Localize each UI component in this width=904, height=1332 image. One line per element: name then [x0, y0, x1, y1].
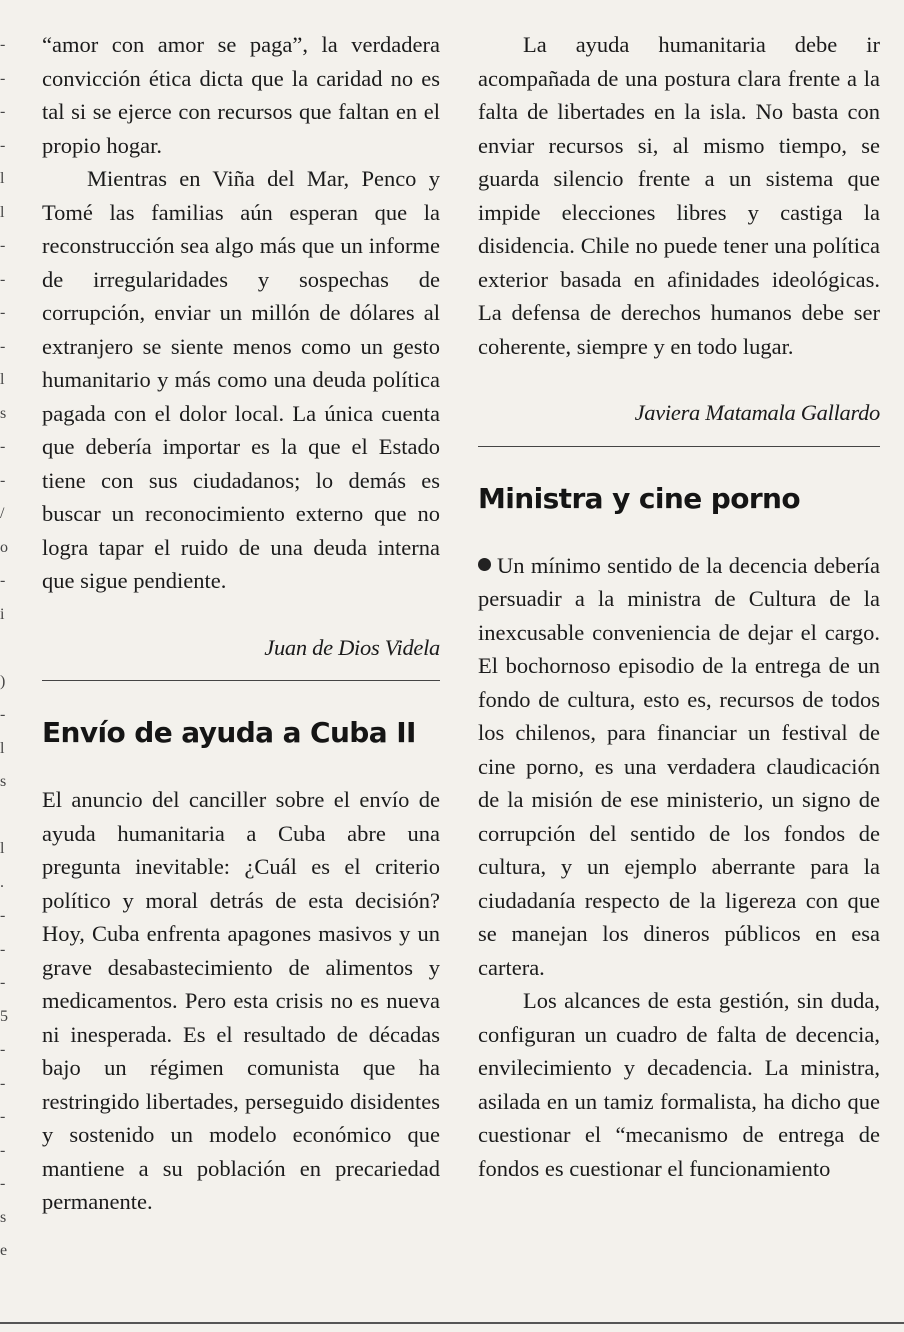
- gutter-mark: [0, 631, 14, 665]
- gutter-mark: e: [0, 1242, 8, 1259]
- gutter-mark: -: [0, 136, 6, 154]
- gutter-mark: l: [0, 739, 5, 757]
- gutter-mark: -: [0, 304, 6, 321]
- left-column: [42, 28, 440, 1219]
- letter-body-paragraph: [478, 549, 880, 985]
- gutter-mark: l: [0, 203, 5, 221]
- gutter-mark: .: [0, 873, 4, 891]
- headline-ministra-cine: Ministra y cine porno: [478, 481, 801, 515]
- page-bottom-rule: [0, 1322, 904, 1324]
- gutter-mark: -: [0, 103, 6, 120]
- gutter-marks: [0, 28, 14, 1268]
- letter-body-paragraph: Los alcances de esta gestión, sin duda, configuran un cuadro de falta de decencia, envilecimiento y decadencia. La ministra, asilada en un tamiz formalista, ha dicho que cuestionar el “mecanismo de entrega de fondos es cuestionar el funcionamiento: [478, 988, 880, 1181]
- gutter-mark: l: [0, 371, 5, 388]
- right-column: [478, 28, 880, 1185]
- gutter-mark: l: [0, 170, 5, 187]
- gutter-mark: s: [0, 773, 7, 790]
- gutter-mark: -: [0, 706, 6, 723]
- gutter-mark: [0, 799, 14, 833]
- gutter-mark: /: [0, 505, 5, 522]
- letter-body-paragraph: El anuncio del canciller sobre el envío de ayuda humanitaria a Cuba abre una pregunta inevitable: ¿Cuál es el criterio político y moral detrás de esta decisión? Hoy, Cuba enfrenta apagones masivos y un grave desabastecimiento de alimentos y medicamentos. Pero esta crisis no es nueva ni inesperada. Es el resultado de décadas bajo un régimen comunista que ha restringido libertades, perseguido disidentes y sostenido un modelo económico que mantiene a su población en precariedad permanente.: [42, 787, 440, 1214]
- gutter-mark: -: [0, 1041, 6, 1058]
- gutter-mark: -: [0, 907, 6, 924]
- gutter-mark: -: [0, 270, 6, 288]
- gutter-mark: -: [0, 974, 6, 991]
- letter-body-paragraph: Mientras en Viña del Mar, Penco y Tomé las familias aún esperan que la reconstrucción sea algo más que un informe de irregularidades y sospechas de corrupción, enviar un millón de dólares al extranjero se siente menos como un gesto humanitario y más como una deuda política pagada con el dolor local. La única cuenta que debería importar es la que el Estado tiene con sus ciudadanos; lo demás es buscar un reconocimiento externo que no logra tapar el ruido de una deuda interna que sigue pendiente.: [42, 166, 440, 593]
- gutter-mark: o: [0, 538, 8, 556]
- gutter-mark: -: [0, 1175, 6, 1192]
- gutter-mark: ): [0, 672, 6, 690]
- letter-signature-videla: Juan de Dios Videla: [264, 634, 440, 660]
- gutter-mark: -: [0, 471, 6, 489]
- gutter-mark: -: [0, 1141, 6, 1159]
- letter-first-paragraph-text: Un mínimo sentido de la decencia debería persuadir a la ministra de Cultura de la inexcusable conveniencia de dejar el cargo. El bochornoso episodio de la entrega de un fondo de cultura, esto es, recursos de todos los chilenos, para financiar un festival de cine porno, es una verdadera claudicación de la misión de ese ministerio, un signo de corrupción del sentido de los fondos de cultura, y un ejemplo aberrante para la ciudadanía respecto de la ligereza con que se manejan los dineros públicos en esa cartera.: [478, 552, 880, 980]
- gutter-mark: i: [0, 605, 5, 623]
- gutter-mark: -: [0, 940, 6, 958]
- gutter-mark: 5: [0, 1007, 8, 1025]
- gutter-mark: l: [0, 840, 5, 857]
- gutter-mark: -: [0, 1074, 6, 1092]
- gutter-mark: -: [0, 1108, 6, 1125]
- gutter-mark: -: [0, 237, 6, 254]
- gutter-mark: -: [0, 438, 6, 455]
- gutter-mark: s: [0, 1208, 7, 1226]
- gutter-mark: -: [0, 69, 6, 87]
- letter-continuation-paragraph: “amor con amor se paga”, la verdadera convicción ética dicta que la caridad no es tal si se ejerce con recursos que faltan en el propio hogar.: [42, 32, 440, 158]
- gutter-mark: -: [0, 572, 6, 589]
- bullet-icon: [478, 558, 491, 571]
- gutter-mark: -: [0, 36, 6, 53]
- gutter-mark: s: [0, 404, 7, 422]
- letter-continuation-paragraph: La ayuda humanitaria debe ir acompañada de una postura clara frente a la falta de libertades en la isla. No basta con enviar recursos si, al mismo tiempo, se guarda silencio frente a un sistema que impide elecciones libres y castiga la disidencia. Chile no puede tener una política exterior basada en afinidades ideológicas. La defensa de derechos humanos debe ser coherente, siempre y en todo lugar.: [478, 32, 880, 359]
- gutter-mark: -: [0, 337, 6, 355]
- letter-signature-matamala: Javiera Matamala Gallardo: [634, 400, 880, 425]
- headline-envio-ayuda-cuba: Envío de ayuda a Cuba II: [42, 716, 416, 749]
